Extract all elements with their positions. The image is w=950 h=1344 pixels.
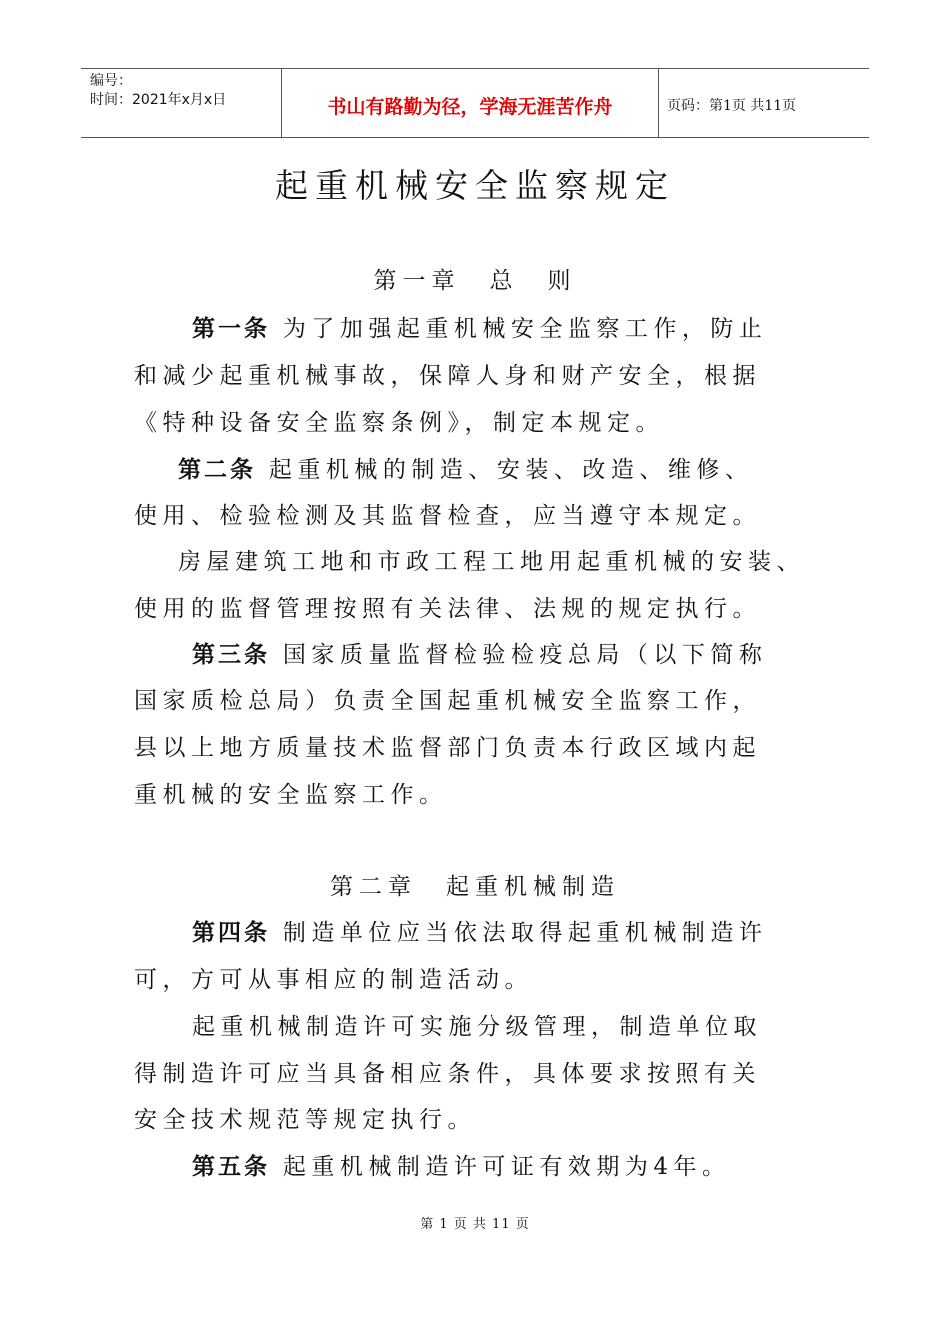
article-3-line-3: 县以上地方质量技术监督部门负责本行政区域内起 [134, 735, 761, 761]
article-2-text: 起重机械的制造、安装、改造、维修、 [268, 457, 754, 483]
article-5-label: 第五条 [192, 1154, 270, 1180]
article-1-line-1 [192, 310, 767, 343]
article-2-para-line-2: 使用的监督管理按照有关法律、法规的规定执行。 [134, 596, 761, 622]
article-3-line-4: 重机械的安全监察工作。 [134, 782, 448, 808]
article-5-line-1 [192, 1148, 730, 1181]
article-1-text: 为了加强起重机械安全监察工作，防止 [282, 316, 768, 342]
article-3-text: 国家质量监督检验检疫总局（以下简称 [282, 642, 768, 668]
document-number-label: 编号： [90, 73, 132, 89]
article-1-label: 第一条 [192, 316, 270, 342]
chapter-1-heading: 第一章 总 则 [373, 268, 577, 294]
article-4-label: 第四条 [192, 920, 270, 946]
article-5-text: 起重机械制造许可证有效期为4年。 [282, 1154, 731, 1180]
article-2-label: 第二条 [178, 457, 256, 483]
header-page-number: 页码：第1页 共11页 [667, 98, 797, 114]
article-3-line-2: 国家质检总局）负责全国起重机械安全监察工作， [134, 688, 761, 714]
article-1-line-3: 《特种设备安全监察条例》，制定本规定。 [134, 410, 664, 436]
header-meta [81, 69, 281, 137]
article-2-line-2: 使用、检验检测及其监督检查，应当遵守本规定。 [134, 503, 761, 529]
article-4-text: 制造单位应当依法取得起重机械制造许 [282, 920, 768, 946]
page-footer: 第 1 页 共 11 页 [420, 1217, 530, 1232]
article-4-para-line-1: 起重机械制造许可实施分级管理，制造单位取 [192, 1014, 762, 1040]
article-4-para-line-2: 得制造许可应当具备相应条件，具体要求按照有关 [134, 1061, 761, 1087]
article-3-line-1 [192, 636, 767, 669]
document-title: 起重机械安全监察规定 [275, 166, 675, 205]
article-1-line-2: 和减少起重机械事故，保障人身和财产安全，根据 [134, 363, 761, 389]
article-2-para-line-1: 房屋建筑工地和市政工程工地用起重机械的安装、 [178, 549, 805, 575]
page-header [81, 68, 869, 138]
chapter-2-heading: 第二章 起重机械制造 [330, 874, 620, 900]
header-motto: 书山有路勤为径，学海无涯苦作舟 [281, 69, 659, 137]
article-3-label: 第三条 [192, 642, 270, 668]
article-4-line-1 [192, 914, 767, 947]
article-4-para-line-3: 安全技术规范等规定执行。 [134, 1107, 476, 1133]
article-4-line-2: 可，方可从事相应的制造活动。 [134, 967, 533, 993]
article-2-line-1 [178, 451, 753, 484]
document-date: 时间：2021年x月x日 [90, 92, 227, 108]
